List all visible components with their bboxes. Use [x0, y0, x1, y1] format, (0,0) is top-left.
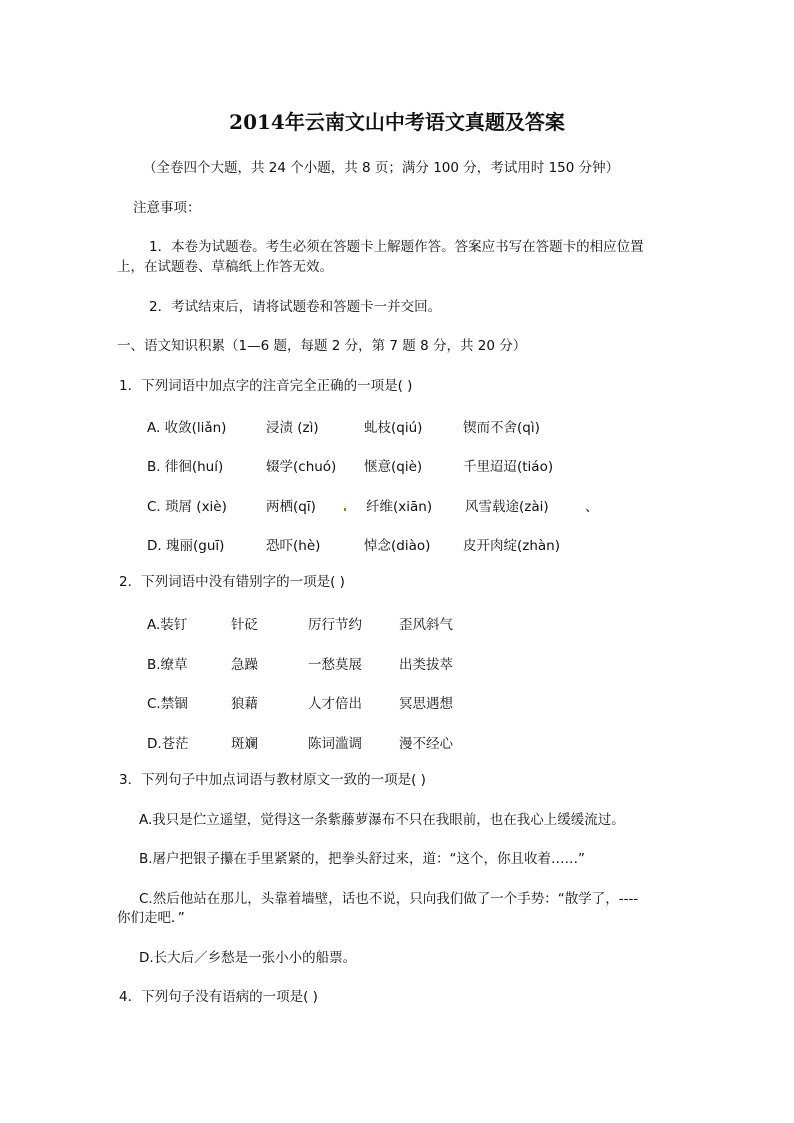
question-3-option-a: A.我只是伫立遥望，觉得这一条紫藤萝瀑布不只在我眼前，也在我心上缓缓流过。	[139, 812, 625, 828]
stray-dot	[344, 508, 346, 511]
question-3-option-c-cont: 你们走吧．”	[117, 910, 185, 926]
question-2-stem: 2．下列词语中没有错别字的一项是( )	[119, 574, 345, 590]
notice-item-2: 2．考试结束后，请将试题卷和答题卡一并交回。	[149, 299, 442, 315]
notice-item-1-cont: 上，在试题卷、草稿纸上作答无效。	[117, 259, 333, 275]
question-3-stem: 3．下列句子中加点词语与教材原文一致的一项是( )	[119, 772, 426, 788]
notice-item-1: 1．本卷为试题卷。考生必须在答题卡上解题作答。答案应书写在答题卡的相应位置	[149, 239, 644, 255]
section-1-heading: 一、语文知识积累（1—6 题，每题 2 分，第 7 题 8 分，共 20 分）	[117, 338, 527, 354]
notice-heading: 注意事项：	[133, 200, 201, 216]
exam-info: （全卷四个大题，共 24 个小题，共 8 页；满分 100 分，考试用时 150 分钟）	[143, 160, 620, 176]
question-3-option-d: D.长大后／乡愁是一张小小的船票。	[139, 950, 357, 966]
question-3-option-c: C.然后他站在那儿，头靠着墙壁，话也不说，只向我们做了一个手势：“散学了，----	[139, 891, 639, 907]
question-3-option-b: B.屠户把银子攥在手里紧紧的，把拳头舒过来，道：“这个，你且收着……”	[139, 851, 586, 867]
question-1-stem: 1．下列词语中加点字的注音完全正确的一项是( )	[119, 378, 413, 394]
question-4-stem: 4．下列句子没有语病的一项是( )	[119, 989, 318, 1005]
stray-mark: 、	[585, 499, 599, 515]
document-title: 2014年云南文山中考语文真题及答案	[229, 110, 565, 134]
